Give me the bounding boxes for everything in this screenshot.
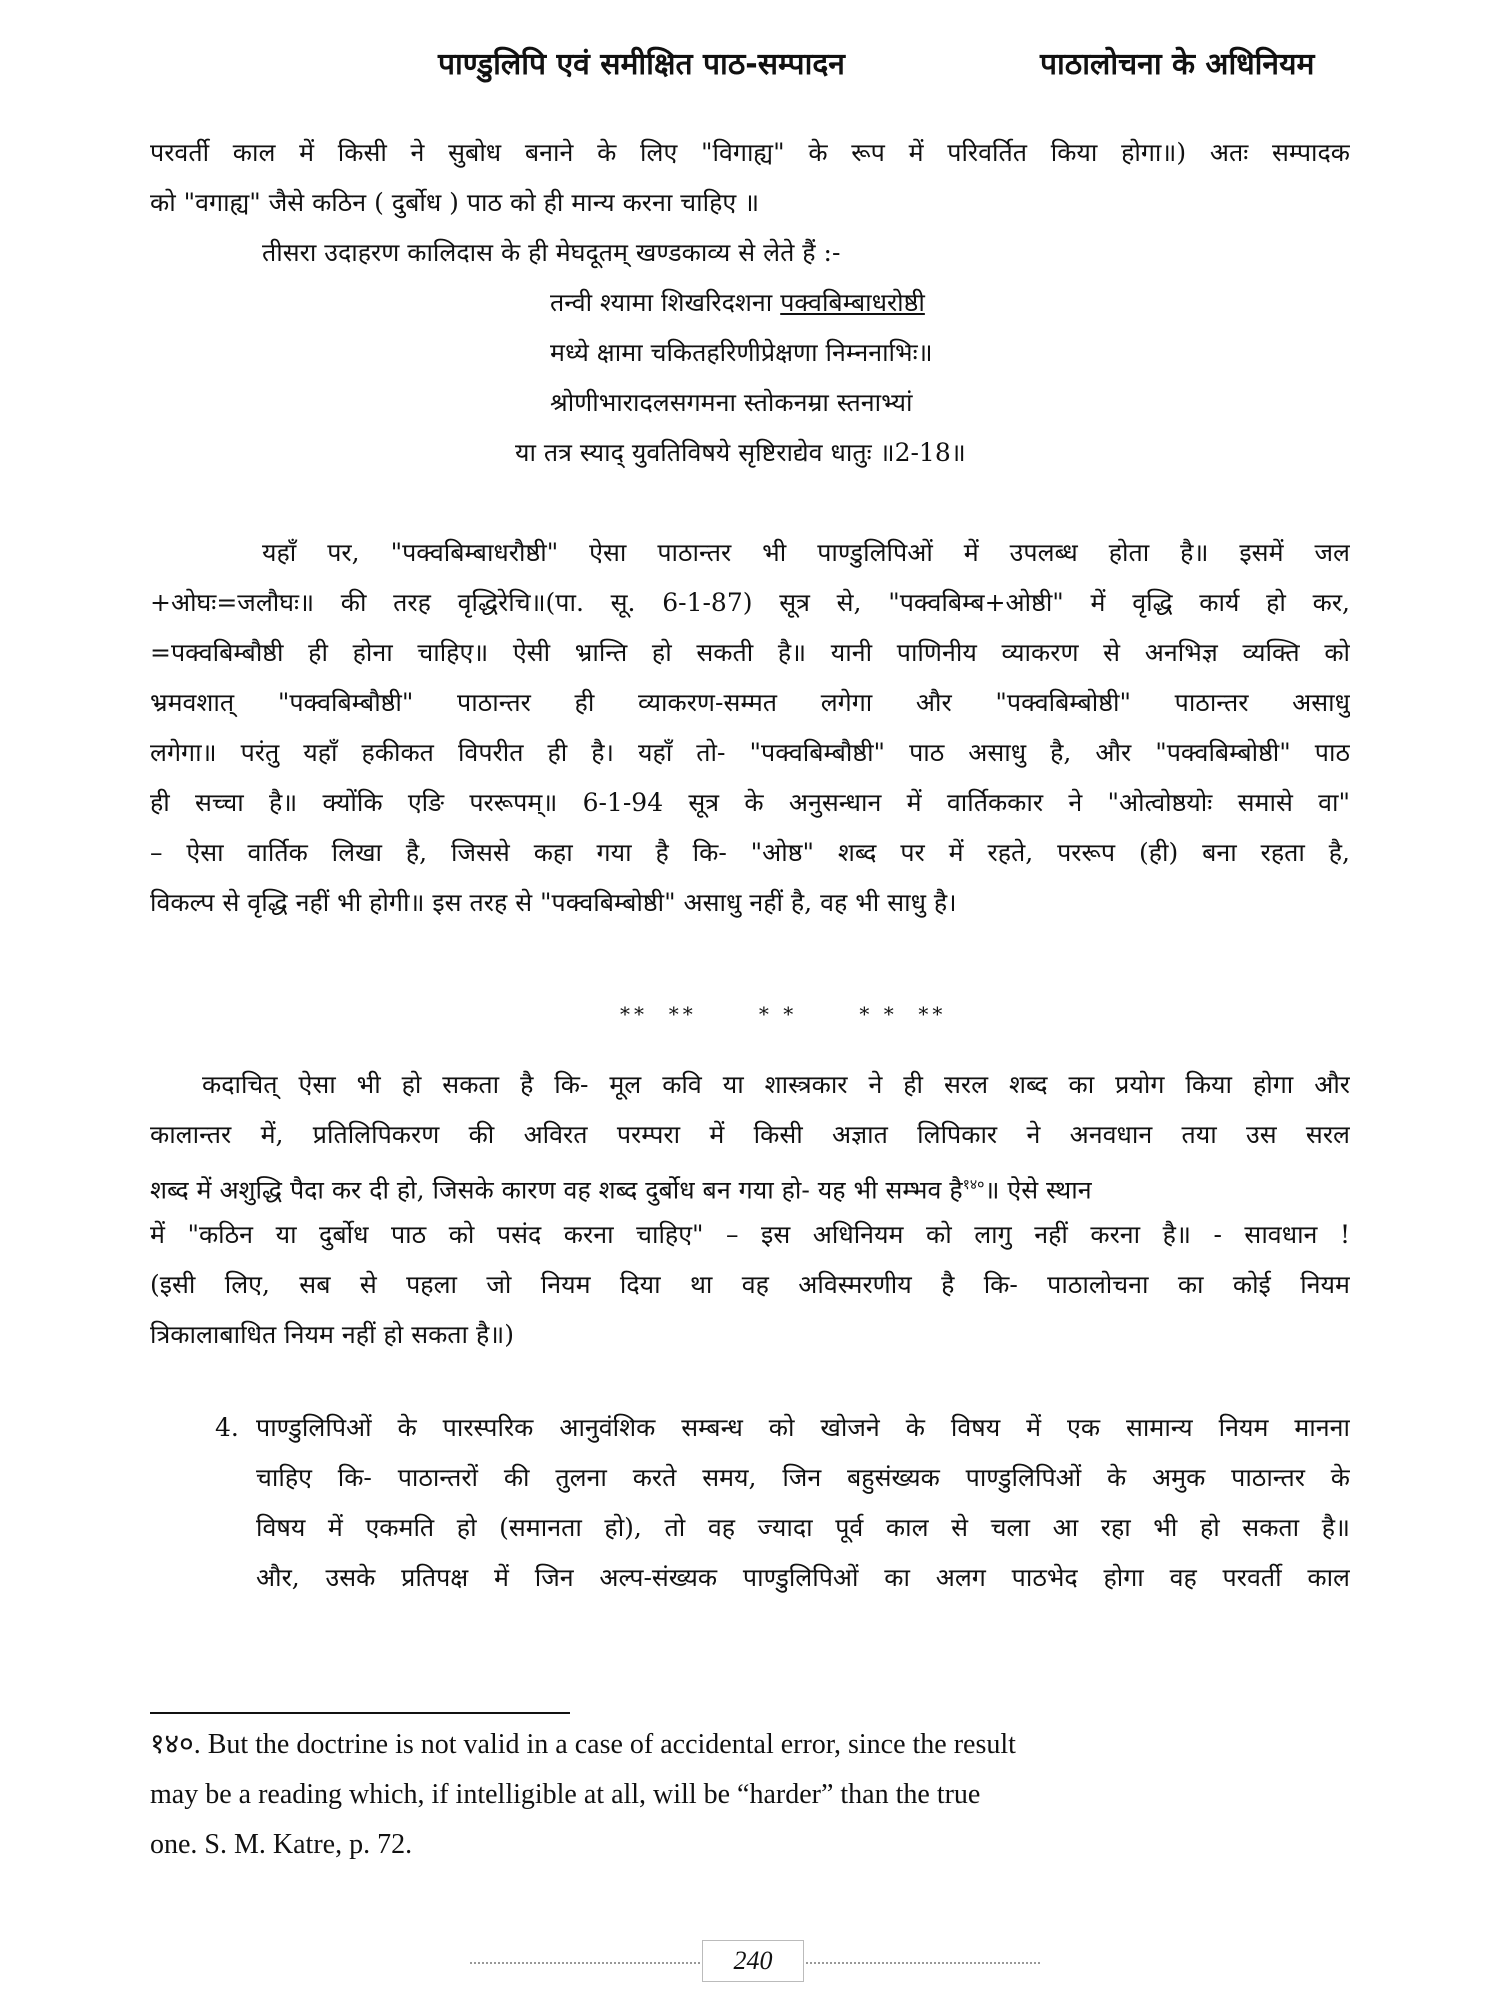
verse-line-1-prefix: तन्वी श्यामा शिखरिदशना (550, 288, 781, 317)
text-line: त्रिकालाबाधित नियम नहीं हो सकता है॥) (150, 1320, 514, 1349)
footnote-line: one. S. M. Katre, p. 72. (150, 1829, 413, 1860)
text-line: को "वगाह्य" जैसे कठिन ( दुर्बोध ) पाठ को ही मान्य करना चाहिए ॥ (150, 188, 760, 217)
paragraph-continuation (150, 128, 1350, 278)
footnote-reference: १४० (962, 1177, 985, 1193)
text-line: लगेगा॥ परंतु यहाँ हकीकत विपरीत ही है। यहाँ तो- "पक्वबिम्बौष्ठी" पाठ असाधु है, और "पक्वबिम्बोष्ठी" पाठ (150, 738, 1350, 767)
text-line: – ऐसा वार्तिक लिखा है, जिससे कहा गया है कि- "ओष्ठ" शब्द पर में रहते, पररूप (ही) बना रहता है, (150, 838, 1350, 867)
text-line: कालान्तर में, प्रतिलिपिकरण की अविरत परम्परा में किसी अज्ञात लिपिकार ने अनवधान तया उस सरल (150, 1120, 1350, 1149)
verse-block (150, 278, 1350, 478)
text-line: विषय में एकमति हो (समानता हो), तो वह ज्यादा पूर्व काल से चला आ रहा भी हो सकता है॥ (256, 1513, 1350, 1542)
chapter-title: पाठालोचना के अधिनियम (1040, 47, 1315, 82)
verse-line-4: या तत्र स्याद् युवतिविषये सृष्टिराद्येव धातुः ॥2-18॥ (515, 438, 966, 467)
underlined-word: पक्वबिम्बाधरोष्ठी (780, 288, 925, 317)
text-segment: शब्द में अशुद्धि पैदा कर दी हो, जिसके कारण वह शब्द दुर्बोध बन गया हो- यह भी सम्भव है (150, 1175, 963, 1205)
text-line: तीसरा उदाहरण कालिदास के ही मेघदूतम् खण्डकाव्य से लेते हैं :- (262, 238, 841, 267)
paragraph-variant-discussion (150, 528, 1350, 928)
text-line: =पक्वबिम्बौष्ठी ही होना चाहिए॥ ऐसी भ्रान्ति हो सकती है॥ यानी पाणिनीय व्याकरण से अनभिज्ञ व्यक्ति को (150, 638, 1350, 667)
text-line: परवर्ती काल में किसी ने सुबोध बनाने के लिए "विगाह्य" के रूप में परिवर्तित किया होगा॥) अतः सम्पादक (150, 138, 1350, 167)
text-line: यहाँ पर, "पक्वबिम्बाधरौष्ठी" ऐसा पाठान्तर भी पाण्डुलिपिओं में उपलब्ध होता है॥ इसमें जल (262, 538, 1350, 567)
text-line: ही सच्चा है॥ क्योंकि एङि पररूपम्॥ 6-1-94 सूत्र के अनुसन्धान में वार्तिककार ने "ओत्वोष्ठयोः समासे वा" (150, 788, 1350, 817)
book-title: पाण्डुलिपि एवं समीक्षित पाठ-सम्पादन (438, 47, 845, 82)
running-header (0, 42, 1500, 92)
page-number: 240 (702, 1940, 804, 1982)
text-line: भ्रमवशात् "पक्वबिम्बौष्ठी" पाठान्तर ही व्याकरण-सम्मत लगेगा और "पक्वबिम्बोष्ठी" पाठान्तर असाधु (150, 688, 1350, 717)
footnote-divider (150, 1712, 570, 1714)
footnote-marker: १४० (150, 1729, 194, 1760)
footnote-line: may be a reading which, if intelligible at all, will be “harder” than the true (150, 1779, 981, 1810)
verse-line-1 (150, 278, 1350, 328)
footnote-text: . But the doctrine is not valid in a case of accidental error, since the result (193, 1729, 1016, 1760)
list-item-number: 4. (215, 1413, 239, 1442)
paragraph-caution (150, 1060, 1350, 1360)
text-line: और, उसके प्रतिपक्ष में जिन अल्प-संख्यक पाण्डुलिपिओं का अलग पाठभेद होगा वह परवर्ती काल (256, 1563, 1350, 1592)
footnote-line (150, 1720, 1350, 1770)
page-footer (470, 1940, 1040, 1990)
list-item-body (256, 1403, 1350, 1603)
verse-line-2: मध्ये क्षामा चकितहरिणीप्रेक्षणा निम्ननाभिः॥ (550, 338, 933, 367)
text-line: कदाचित् ऐसा भी हो सकता है कि- मूल कवि या शास्त्रकार ने ही सरल शब्द का प्रयोग किया होगा और (202, 1070, 1350, 1099)
verse-line-3: श्रोणीभारादलसगमना स्तोकनम्रा स्तनाभ्यां (550, 388, 913, 417)
text-line: में "कठिन या दुर्बोध पाठ को पसंद करना चाहिए" – इस अधिनियम को लागु नहीं करना है॥ - सावधान ! (150, 1220, 1350, 1249)
text-line (150, 1160, 1350, 1210)
text-line: चाहिए कि- पाठान्तरों की तुलना करते समय, जिन बहुसंख्यक पाण्डुलिपिओं के अमुक पाठान्तर के (256, 1463, 1350, 1492)
footnote (150, 1720, 1350, 1870)
section-separator: ** ** * * * * ** (620, 1002, 947, 1026)
text-line: पाण्डुलिपिओं के पारस्परिक आनुवंशिक सम्बन्ध को खोजने के विषय में एक सामान्य नियम मानना (256, 1413, 1350, 1442)
text-line: +ओघः=जलौघः॥ की तरह वृद्धिरेचि॥(पा. सू. 6-1-87) सूत्र से, "पक्वबिम्ब+ओष्ठी" में वृद्धि कार्य हो कर, (150, 588, 1350, 617)
text-line: विकल्प से वृद्धि नहीं भी होगी॥ इस तरह से "पक्वबिम्बोष्ठी" असाधु नहीं है, वह भी साधु है। (150, 888, 957, 917)
text-line: (इसी लिए, सब से पहला जो नियम दिया था वह अविस्मरणीय है कि- पाठालोचना का कोई नियम (150, 1270, 1350, 1299)
text-segment: ॥ ऐसे स्थान (984, 1175, 1092, 1205)
